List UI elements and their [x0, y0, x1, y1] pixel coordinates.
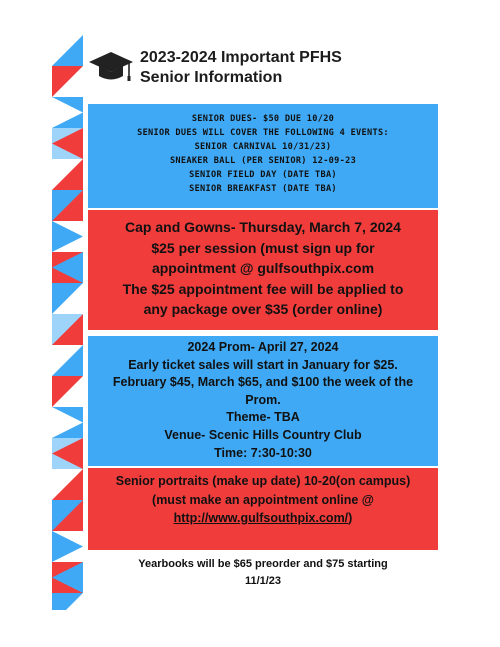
page-title — [140, 48, 342, 88]
dues-line: SENIOR DUES- $50 DUE 10/20 — [191, 114, 335, 124]
gulfsouthpix-link[interactable]: http://www.gulfsouthpix.com/ — [173, 511, 349, 525]
graduation-cap-icon — [88, 50, 134, 86]
prom-line: Prom. — [245, 392, 281, 407]
cap-gowns-line: $25 per session (must sign up for — [151, 239, 375, 256]
portraits-line: (must make an appointment online @ — [152, 492, 374, 507]
title-line-2: Senior Information — [140, 69, 283, 86]
senior-portraits-section — [88, 468, 438, 550]
decorative-triangle-strip — [52, 35, 83, 610]
prom-line: February $45, March $65, and $100 the week of the — [112, 375, 414, 390]
prom-line: 2024 Prom- April 27, 2024 — [187, 340, 339, 354]
cap-gowns-line: any package over $35 (order online) — [143, 301, 383, 317]
cap-gowns-line: The $25 appointment fee will be applied to — [122, 280, 404, 297]
prom-section — [88, 336, 438, 466]
dues-line: SENIOR CARNIVAL 10/31/23) — [194, 142, 332, 152]
dues-line: SENIOR FIELD DAY (DATE TBA) — [189, 170, 337, 180]
prom-line: Venue- Scenic Hills Country Club — [164, 427, 362, 442]
header — [88, 44, 468, 92]
title-line-1: 2023-2024 Important PFHS — [140, 49, 342, 66]
yearbook-line: Yearbooks will be $65 preorder and $75 starting — [138, 558, 388, 570]
prom-line: Early ticket sales will start in January for $25. — [128, 357, 398, 372]
prom-line: Time: 7:30-10:30 — [214, 445, 312, 460]
cap-gowns-line: Cap and Gowns- Thursday, March 7, 2024 — [125, 219, 401, 235]
senior-dues-section — [88, 104, 438, 208]
cap-and-gowns-section — [88, 210, 438, 330]
cap-gowns-line: appointment @ gulfsouthpix.com — [151, 260, 375, 276]
link-suffix: ) — [348, 511, 353, 525]
yearbook-note — [88, 556, 438, 590]
dues-line: SENIOR BREAKFAST (DATE TBA) — [189, 184, 337, 194]
prom-line: Theme- TBA — [226, 410, 300, 425]
portraits-link-line — [88, 509, 438, 528]
dues-line: SENIOR DUES WILL COVER THE FOLLOWING 4 EVENTS: — [137, 128, 389, 138]
yearbook-line: 11/1/23 — [244, 575, 282, 587]
portraits-line: Senior portraits (make up date) 10-20(on campus) — [115, 474, 411, 488]
dues-line: SNEAKER BALL (PER SENIOR) 12-09-23 — [169, 156, 357, 166]
